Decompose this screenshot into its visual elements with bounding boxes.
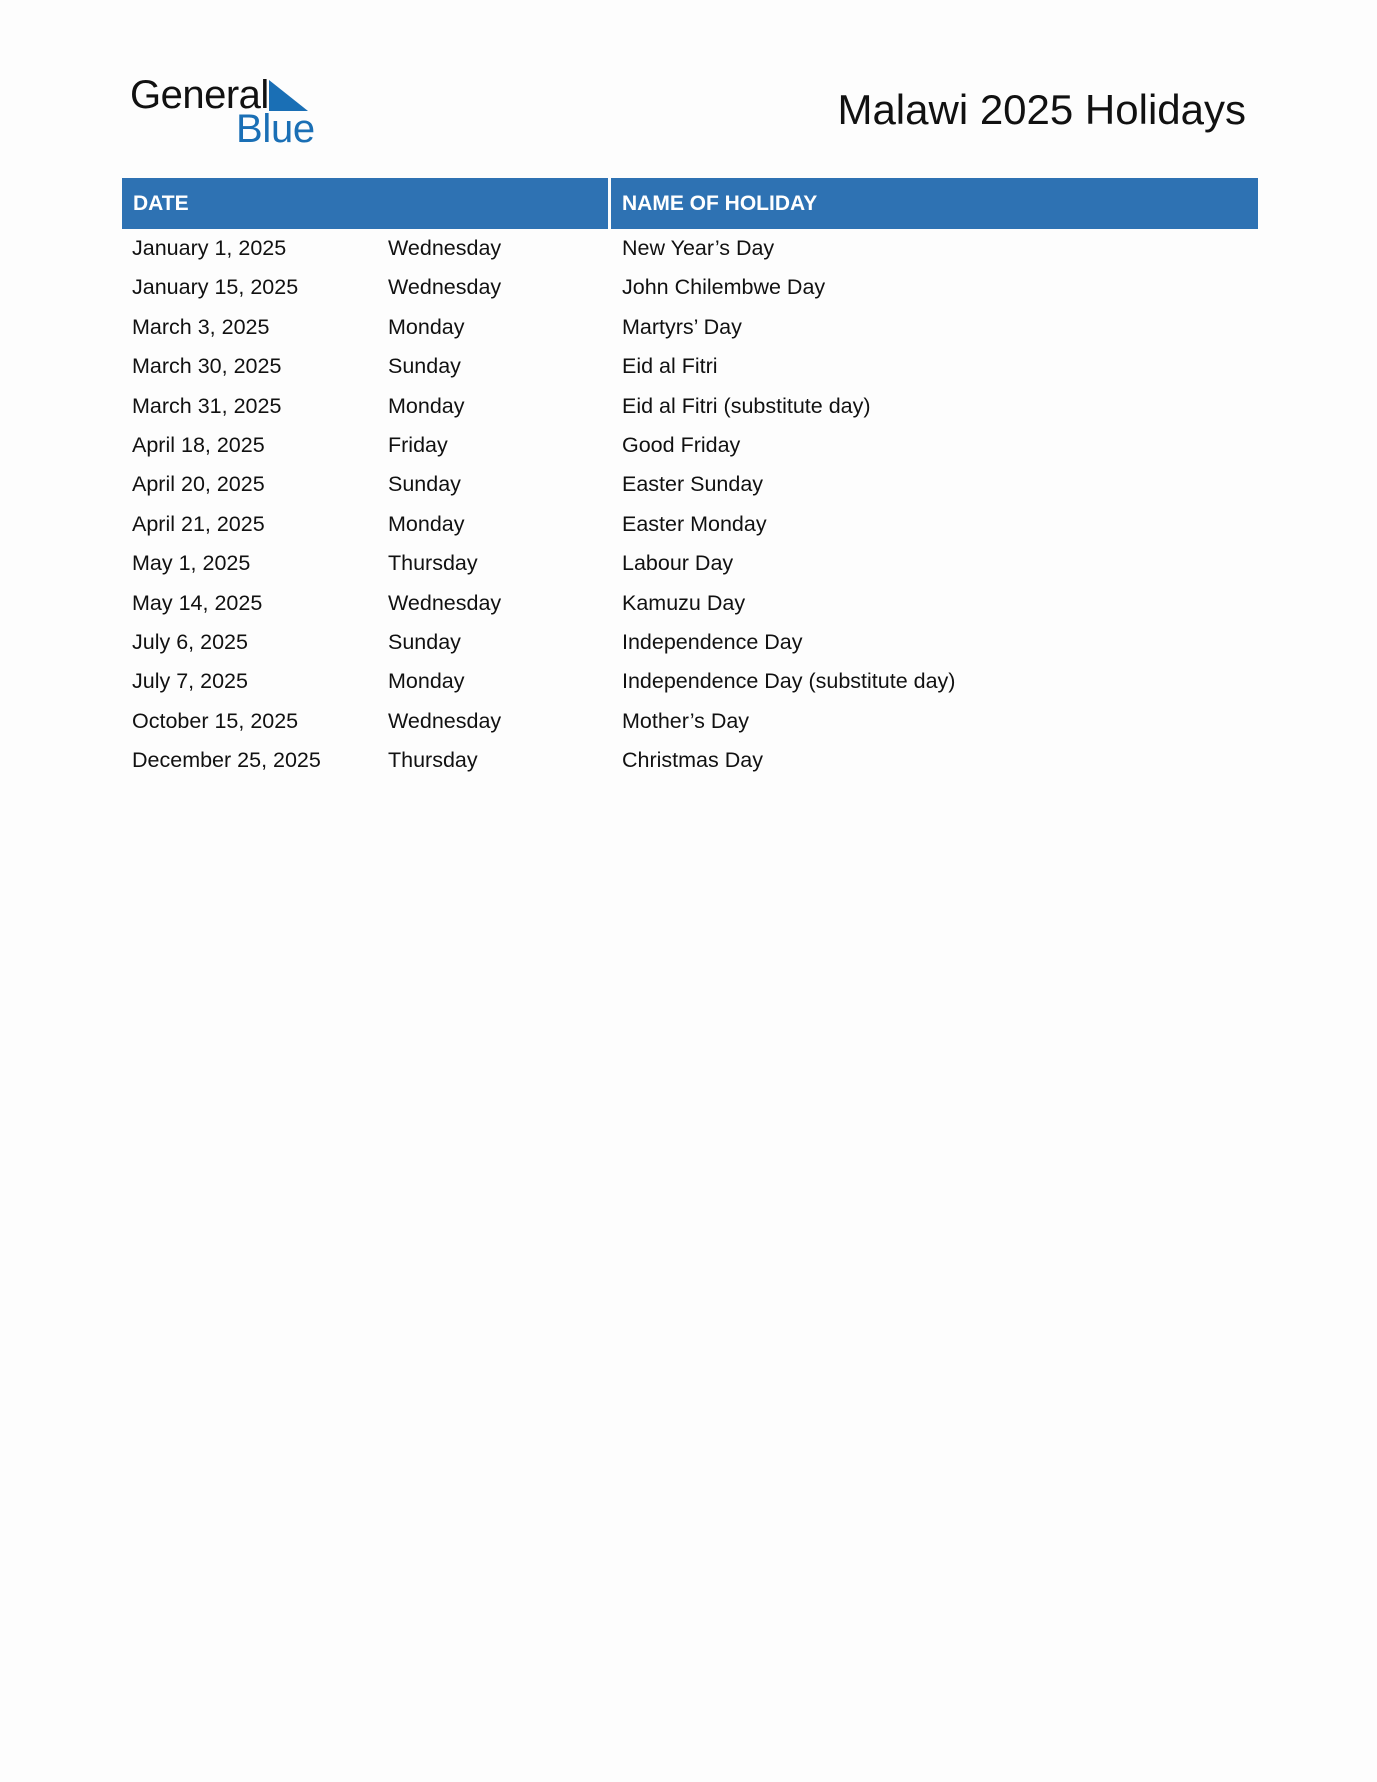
- holiday-name: Christmas Day: [622, 748, 763, 773]
- table-row: [122, 662, 1258, 701]
- column-header-holiday-name: NAME OF HOLIDAY: [611, 178, 1258, 229]
- table-body: [122, 229, 1258, 780]
- holiday-weekday: Monday: [388, 393, 465, 418]
- holiday-weekday: Wednesday: [388, 590, 502, 615]
- holiday-date: March 31, 2025: [132, 393, 282, 418]
- holiday-weekday: Wednesday: [388, 275, 502, 300]
- table-row: [122, 308, 1258, 347]
- table-row: [122, 544, 1258, 583]
- holiday-weekday: Thursday: [388, 551, 478, 576]
- holiday-date: March 30, 2025: [132, 354, 282, 379]
- table-row: [122, 387, 1258, 426]
- holiday-date: October 15, 2025: [132, 708, 299, 733]
- table-row: [122, 623, 1258, 662]
- holiday-name: Independence Day (substitute day): [622, 669, 956, 694]
- holiday-weekday: Sunday: [388, 472, 461, 497]
- holiday-name: Mother’s Day: [622, 708, 750, 733]
- holiday-weekday: Wednesday: [388, 708, 502, 733]
- holiday-date: April 20, 2025: [132, 472, 265, 497]
- holiday-name: New Year’s Day: [622, 236, 775, 260]
- holiday-date: December 25, 2025: [132, 748, 321, 773]
- holiday-date: July 7, 2025: [132, 669, 248, 694]
- holiday-date: April 18, 2025: [132, 432, 265, 457]
- holiday-weekday: Monday: [388, 314, 465, 339]
- column-header-date: DATE: [122, 178, 608, 229]
- holiday-weekday: Thursday: [388, 748, 478, 773]
- holiday-name: Kamuzu Day: [622, 590, 746, 615]
- holiday-weekday: Monday: [388, 511, 465, 536]
- holiday-weekday: Wednesday: [388, 236, 502, 260]
- table-row: [122, 347, 1258, 386]
- logo-text-blue: Blue: [236, 107, 315, 151]
- table-header: [122, 178, 1258, 229]
- holiday-date: March 3, 2025: [132, 314, 270, 339]
- holiday-date: May 1, 2025: [132, 551, 251, 576]
- holiday-name: Easter Sunday: [622, 472, 764, 497]
- holiday-weekday: Monday: [388, 669, 465, 694]
- holiday-weekday: Sunday: [388, 354, 461, 379]
- holiday-table: [122, 178, 1258, 780]
- holiday-name: Martyrs’ Day: [622, 314, 742, 339]
- table-row: [122, 741, 1258, 780]
- holiday-name: Independence Day: [622, 629, 803, 654]
- generalblue-logo: [130, 72, 320, 152]
- table-row: [122, 702, 1258, 741]
- holiday-date: May 14, 2025: [132, 590, 263, 615]
- holiday-date: January 15, 2025: [132, 275, 299, 300]
- holiday-name: Easter Monday: [622, 511, 767, 536]
- holiday-date: January 1, 2025: [132, 236, 287, 260]
- holiday-name: Labour Day: [622, 551, 734, 576]
- table-row: [122, 229, 1258, 268]
- page-title: Malawi 2025 Holidays: [837, 86, 1246, 133]
- holiday-name: John Chilembwe Day: [622, 275, 826, 300]
- holiday-weekday: Friday: [388, 432, 448, 457]
- logo-text-general: General: [130, 73, 269, 117]
- holiday-name: Good Friday: [622, 432, 741, 457]
- table-row: [122, 505, 1258, 544]
- holiday-name: Eid al Fitri: [622, 354, 718, 379]
- holiday-weekday: Sunday: [388, 629, 461, 654]
- holiday-date: July 6, 2025: [132, 629, 248, 654]
- table-row: [122, 584, 1258, 623]
- table-row: [122, 465, 1258, 504]
- holiday-name: Eid al Fitri (substitute day): [622, 393, 871, 418]
- table-row: [122, 268, 1258, 307]
- holiday-date: April 21, 2025: [132, 511, 265, 536]
- table-row: [122, 426, 1258, 465]
